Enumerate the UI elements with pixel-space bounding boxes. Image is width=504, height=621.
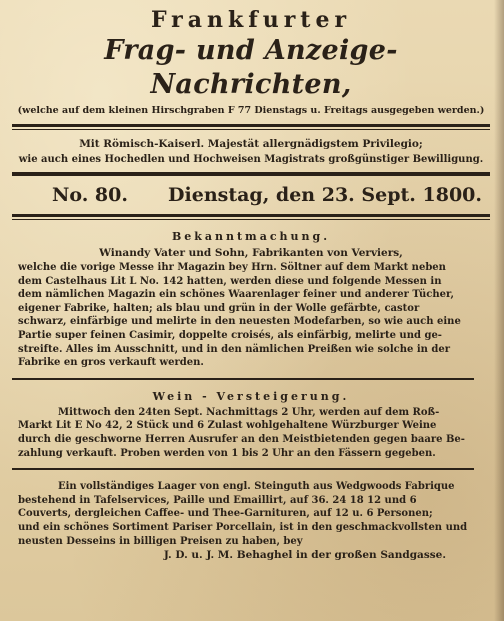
notice-line: dem nämlichen Magazin ein schönes Waarenlager feiner und anderer Tücher, xyxy=(18,289,455,301)
notice-line: durch die geschworne Herren Ausrufer an den Meistbietenden gegen baare Be- xyxy=(18,433,465,445)
notice-line: bestehend in Tafelservices, Paille und Emaillirt, auf 36. 24 18 12 und 6 xyxy=(18,494,417,506)
notice-line: eigener Fabrike, halten; als blau und grün in der Wolle gefärbte, castor xyxy=(18,302,420,314)
notice-line: Fabrike en gros verkauft werden. xyxy=(18,357,204,369)
masthead-rule-thin xyxy=(12,129,490,130)
masthead-subtitle: Frag- und Anzeige-Nachrichten, xyxy=(104,35,398,100)
page-edge-shadow xyxy=(494,0,504,621)
masthead-title: Frankfurter xyxy=(150,7,352,33)
notice-line: Ein vollständiges Laager von engl. Steinguth aus Wedgwoods Fabrique xyxy=(58,481,455,493)
notice-body xyxy=(12,406,490,460)
privilege-line-1: Mit Römisch-Kaiserl. Majestät allergnädigstem Privilegio; xyxy=(79,138,423,150)
privilege-line-2: wie auch eines Hochedlen und Hochweisen Magistrats großgünstiger Bewilligung. xyxy=(18,154,484,165)
dateline-bottom-rule xyxy=(12,214,490,217)
notice-line: Partie super feinen Casimir, doppelte croisés, als einfärbig, melirte und ge- xyxy=(18,329,442,341)
section-divider xyxy=(12,468,474,470)
notice-body xyxy=(12,480,490,548)
notice-line: zahlung verkauft. Proben werden von 1 bis 2 Uhr an den Fässern gegeben. xyxy=(18,447,436,459)
masthead-rule xyxy=(12,124,490,127)
issue-number: No. 80. xyxy=(52,184,128,206)
issue-note: (welche auf dem kleinen Hirschgraben F 77 Dienstags u. Freitags ausgegeben werden.) xyxy=(17,105,485,116)
notice-heading-bekanntmachung: Bekanntmachung. xyxy=(171,230,331,243)
dateline-bottom-rule-thin xyxy=(12,219,490,220)
notice-body xyxy=(12,261,490,370)
dateline xyxy=(12,176,490,214)
privilege-block xyxy=(12,136,490,168)
notice-line: Mittwoch den 24ten Sept. Nachmittags 2 Uhr, werden auf dem Roß- xyxy=(58,406,440,418)
notice-line: Markt Lit E No 42, 2 Stück und 6 Zulast wohlgehaltene Würzburger Weine xyxy=(18,420,437,432)
notice-line: welche die vorige Messe ihr Magazin bey Hrn. Söltner auf dem Markt neben xyxy=(18,262,446,273)
notice-line: streifte. Alles im Ausschnitt, und in den nämlichen Preißen wie solche in der xyxy=(18,343,450,355)
notice-line: dem Castelhaus Lit L No. 142 hatten, werden diese und folgende Messen in xyxy=(18,275,442,287)
section-divider xyxy=(12,378,474,380)
issue-date: Dienstag, den 23. Sept. 1800. xyxy=(168,184,482,206)
notice-line: Couverts, dergleichen Caffee- und Thee-Garnituren, auf 12 u. 6 Personen; xyxy=(18,508,433,520)
notice-intro: Winandy Vater und Sohn, Fabrikanten von Verviers, xyxy=(99,247,403,259)
notice-line: neusten Desseins in billigen Preisen zu haben, bey xyxy=(18,535,303,547)
notice-heading-wein-versteigerung: Wein - Versteigerung. xyxy=(152,389,350,403)
notice-line: schwarz, einfärbige und melirte in den neuesten Modefarben, so wie auch eine xyxy=(18,316,461,328)
notice-line: und ein schönes Sortiment Pariser Porcellain, ist in den geschmackvollsten und xyxy=(18,521,468,533)
notice-signature: J. D. u. J. M. Behaghel in der großen Sandgasse. xyxy=(163,549,446,562)
